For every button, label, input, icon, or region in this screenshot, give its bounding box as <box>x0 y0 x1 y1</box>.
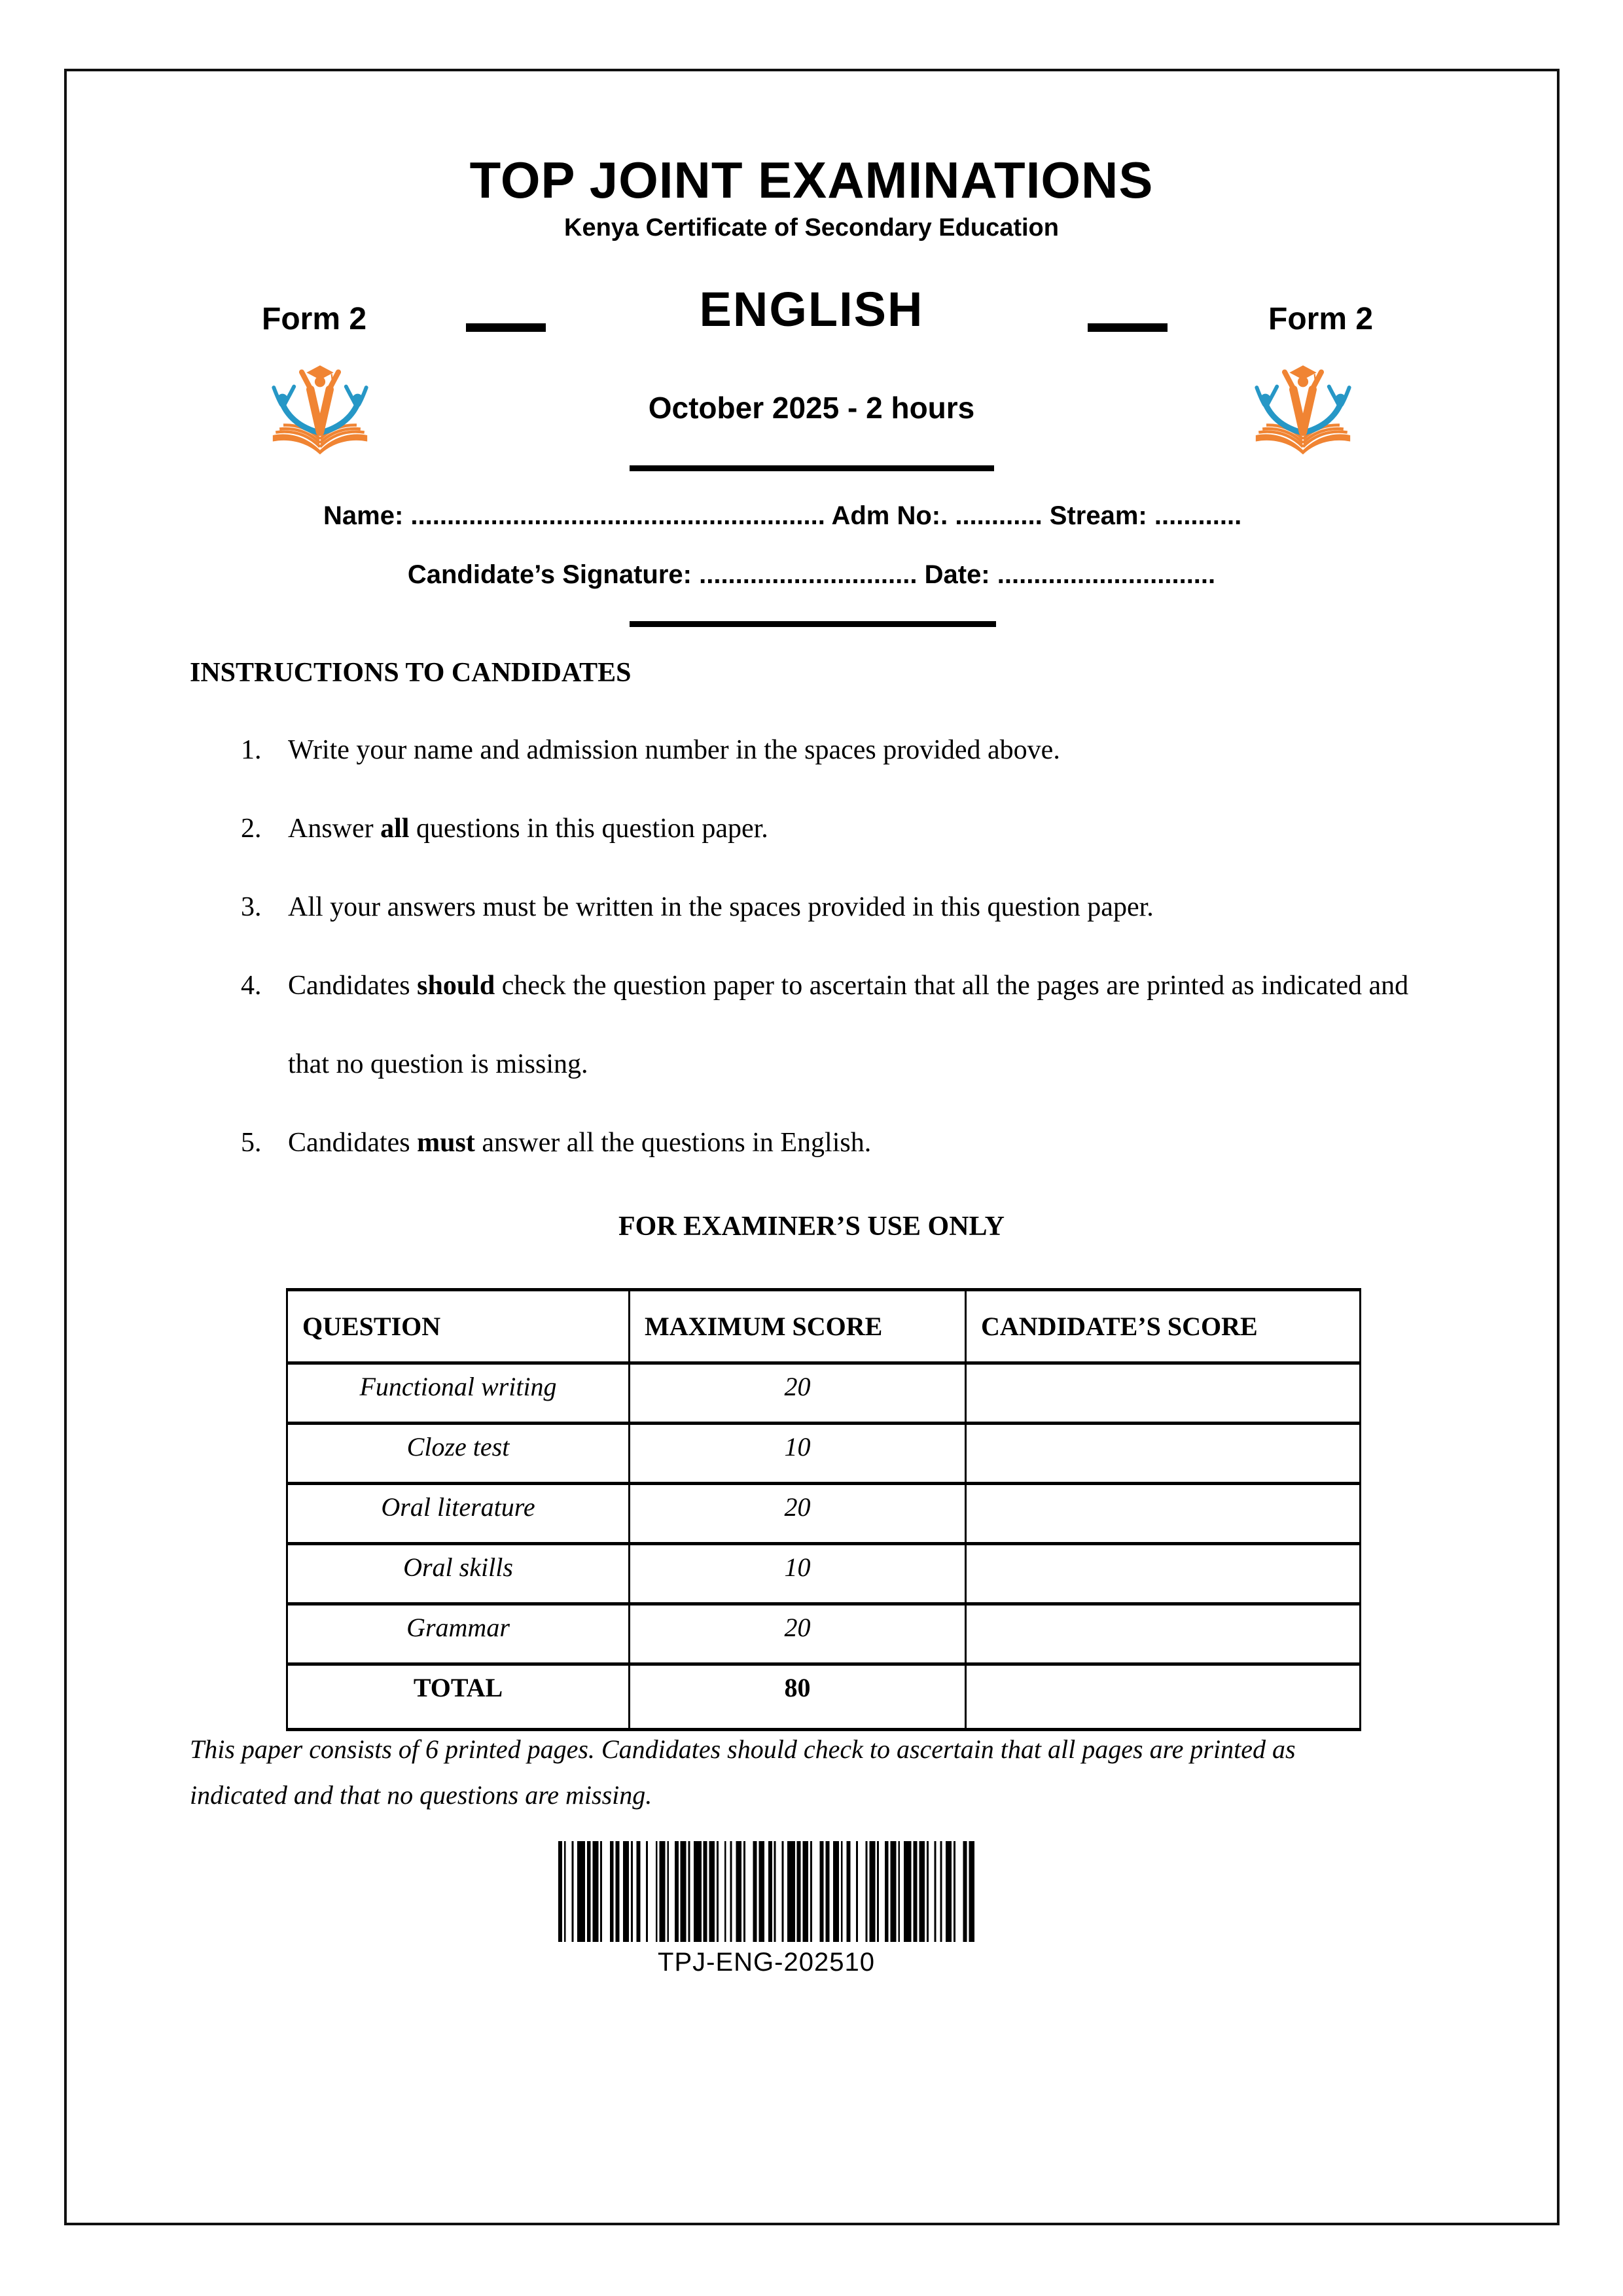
instruction-text: Candidates must answer all the questions in English. <box>288 1128 872 1158</box>
candidate-score-cell <box>966 1363 1361 1424</box>
instruction-number: 5. <box>241 1128 262 1158</box>
examiner-score-table <box>286 1288 1361 1731</box>
score-table-body <box>287 1363 1361 1730</box>
instruction-item <box>241 946 1429 1103</box>
score-table-row <box>287 1363 1361 1424</box>
instruction-number: 1. <box>241 735 262 765</box>
exam-board-title: TOP JOINT EXAMINATIONS <box>469 151 1154 209</box>
instruction-item <box>241 868 1429 946</box>
score-table-row <box>287 1544 1361 1604</box>
candidate-score-cell <box>966 1664 1361 1730</box>
question-cell: Grammar <box>287 1604 630 1664</box>
question-cell: Functional writing <box>287 1363 630 1424</box>
score-table-column-header: MAXIMUM SCORE <box>630 1290 966 1363</box>
page-count-note: This paper consists of 6 printed pages. Candidates should check to ascertain that all pages are printed as indicated and that no questions are missing. <box>190 1734 1296 1810</box>
instructions-heading: INSTRUCTIONS TO CANDIDATES <box>190 658 632 688</box>
question-cell: Oral literature <box>287 1484 630 1544</box>
form-level-right: Form 2 <box>1268 302 1374 336</box>
subject-title: ENGLISH <box>699 282 924 336</box>
score-table-row <box>287 1424 1361 1484</box>
max-score-cell: 10 <box>630 1424 966 1484</box>
barcode-label: TPJ-ENG-202510 <box>658 1948 875 1977</box>
score-table-row <box>287 1604 1361 1664</box>
instruction-number: 4. <box>241 971 262 1001</box>
question-cell: Cloze test <box>287 1424 630 1484</box>
score-table-header <box>287 1290 1361 1363</box>
candidate-score-cell <box>966 1424 1361 1484</box>
signature-date-line: Candidate’s Signature: .............................. Date: .............................. <box>407 560 1216 589</box>
divider-line <box>630 621 996 627</box>
score-table-column-header: CANDIDATE’S SCORE <box>966 1290 1361 1363</box>
examiner-use-heading: FOR EXAMINER’S USE ONLY <box>618 1211 1005 1242</box>
question-cell: Oral skills <box>287 1544 630 1604</box>
instruction-number: 3. <box>241 892 262 922</box>
candidate-score-cell <box>966 1604 1361 1664</box>
exam-certificate-subtitle: Kenya Certificate of Secondary Education <box>564 214 1059 242</box>
max-score-cell: 20 <box>630 1604 966 1664</box>
instruction-item <box>241 1103 1429 1182</box>
divider-line <box>630 465 994 471</box>
form-level-left: Form 2 <box>262 302 367 336</box>
dash-icon <box>1088 323 1168 332</box>
instruction-text: Answer all questions in this question paper. <box>288 814 768 844</box>
exam-session-line: October 2025 - 2 hours <box>648 391 975 425</box>
instruction-item <box>241 789 1429 868</box>
question-cell: TOTAL <box>287 1664 630 1730</box>
score-table-row <box>287 1484 1361 1544</box>
barcode <box>558 1841 974 1977</box>
max-score-cell: 20 <box>630 1484 966 1544</box>
max-score-cell: 80 <box>630 1664 966 1730</box>
score-table-row <box>287 1664 1361 1730</box>
candidate-score-cell <box>966 1484 1361 1544</box>
instruction-text: Write your name and admission number in the spaces provided above. <box>288 735 1060 765</box>
candidate-score-cell <box>966 1544 1361 1604</box>
score-table-column-header: QUESTION <box>287 1290 630 1363</box>
barcode-bars-icon <box>558 1841 974 1942</box>
instruction-item <box>241 711 1429 789</box>
instructions-list <box>241 711 1429 1182</box>
max-score-cell: 10 <box>630 1544 966 1604</box>
instruction-text: All your answers must be written in the spaces provided in this question paper. <box>288 892 1154 922</box>
max-score-cell: 20 <box>630 1363 966 1424</box>
name-admno-stream-line: Name: ......................................................... Adm No:. ............ Stream: ............ <box>323 501 1242 530</box>
instruction-number: 2. <box>241 814 262 844</box>
instruction-text: Candidates should check the question paper to ascertain that all the pages are printed as indicated and that no question is missing. <box>288 971 1409 1079</box>
